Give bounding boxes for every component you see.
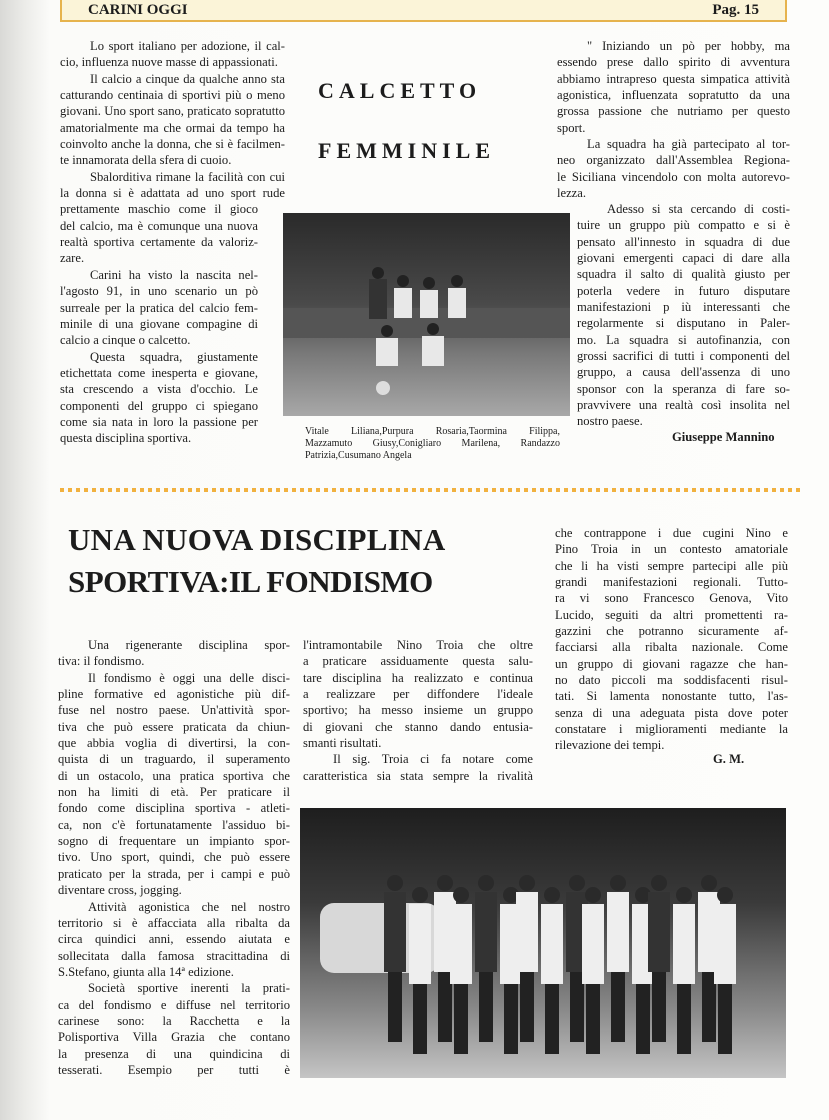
person-legs [504,984,518,1054]
text-line: La squadra ha già partecipato al tor- [587,137,790,152]
text-line: tuire un gruppo più compatto e si è [577,218,790,233]
text-line: no dato piccoli ma soddisfacenti risul- [555,673,788,688]
paragraph [58,980,290,1078]
person-body [450,904,472,984]
text-line: un gruppo di giovani ragazze che han- [555,656,788,671]
text-line: ca del fondismo e diffuse nel territorio [58,997,290,1012]
text-line: caratteristica sia stata sempre la rivalità [303,768,533,783]
text-line: zare. [60,251,85,266]
text-line: la donna si è adattata ad uno sport rude [60,186,285,201]
person-head [519,875,535,891]
person-body [475,892,497,972]
text-line: l'agosto 91, in uno scenario un pò [60,284,258,299]
person-head [437,875,453,891]
text-line: Società sportive inerenti la prati- [88,981,290,996]
paragraph [58,670,290,899]
text-line: prettamente maschio come il gioco [60,202,258,217]
text-line: " Iniziando un pò per hobby, ma [587,39,790,53]
article1-right-column [557,38,790,201]
text-line: nostro paese. [577,414,643,429]
text-line: Il fondismo è oggi una delle disci- [88,670,290,685]
text-line: cio, influenza nuove masse di appassionati. [60,55,278,70]
text-line: abbiamo intrapreso questa simpatica attività [557,71,790,86]
text-line: te innamorata della sfera di cuoio. [60,153,232,168]
paragraph [60,349,285,447]
person-body [582,904,604,984]
text-line: come sia nata in loro la passione per [60,414,258,429]
text-line: territorio si è affacciata alla ribalta da [58,915,290,930]
text-line: praticato per la strada, per i campi e può [58,866,290,881]
text-line: quista di un traguardo, il superamento [58,752,290,767]
text-line: poterla vedere in futuro disputare [577,283,790,298]
person-legs [702,972,716,1042]
paragraph [577,201,790,430]
article1-left-column [60,38,285,447]
person-legs [438,972,452,1042]
text-line: di un ostacolo, una pratica sportiva che [58,768,290,783]
person-head [585,887,601,903]
text-line: grossa passione che nutriamo per questo [557,104,790,119]
text-line: smanti risultati. [303,736,382,751]
caption-line: Vitale Liliana,Purpura Rosaria,Taormina Filippa, [305,426,560,437]
person-legs [388,972,402,1042]
person-legs [718,984,732,1054]
group-photo-figures [300,808,786,1078]
text-line: neo organizzato dall'Assemblea Regiona- [557,153,790,168]
article1-right-column-narrow [577,201,790,430]
person-body [516,892,538,972]
person-legs [652,972,666,1042]
text-line: constatare i miglioramenti mediante la [555,722,788,737]
text-line: squadra il salto di qualità giusto per [577,267,790,282]
text-line: facciarsi alla ribalta nazionale. Come [555,640,788,655]
paragraph [60,38,285,71]
section-divider [60,488,800,492]
text-line: catturando centinaia di sportivi più o meno [60,88,285,103]
text-line: minile di una giovane compagine di [60,316,258,331]
person-body [384,892,406,972]
caption-line: Mazzamuto Giusy,Conigliaro Marilena, Randazzo [305,438,560,449]
person-head [717,887,733,903]
paragraph [555,525,788,754]
text-line: Pino Troia in un contesto amatoriale [555,542,788,557]
text-line: grossi sacrifici di tutti i componenti del [577,349,790,364]
paragraph [60,71,285,169]
text-line: coinvolto anche la donna, che si è facilmen- [60,137,285,152]
person-head [701,875,717,891]
text-line: le Siciliana vincendolo con molta autorevo- [557,169,790,184]
text-line: componenti del gruppo ci spiegano [60,398,258,413]
text-line: giovani. Uno sport sano, praticato sopratutto [60,104,285,119]
group-photo-fondismo [300,808,786,1078]
paragraph [303,637,533,751]
text-line: S.Stefano, giunta alla 14ª edizione. [58,964,234,979]
text-line: tesserati. Esempio per tutti è [58,1062,290,1077]
text-line: ca, non c'è fortunatamente l'assiduo bi- [58,817,290,832]
article1-title-line1: CALCETTO [318,78,482,103]
person-legs [570,972,584,1042]
text-line: Una rigenerante disciplina spor- [88,638,290,652]
person-legs [611,972,625,1042]
text-line: calcio a cinque o calcetto. [60,333,191,348]
person-legs [454,984,468,1054]
article2-middle-column [303,637,533,784]
text-line: circa quindici anni, essendo aiutata e [58,932,290,947]
publication-name: CARINI OGGI [88,2,188,18]
paragraph [557,136,790,201]
person-head [676,887,692,903]
text-line: pravvivere una realtà così insolita nel [577,398,790,413]
page-number: Pag. 15 [712,2,759,18]
article2-headline-line1: UNA NUOVA DISCIPLINA [68,522,446,557]
text-line: Carini ha visto la nascita nel- [90,267,258,282]
text-line: sollecitata dalla famosa stracittadina di [58,948,290,963]
text-line: Sbalorditiva rimane la facilità con cui [90,169,285,184]
paragraph [60,267,285,349]
text-line: Il sig. Troia ci fa notare come [333,752,533,767]
article2-right-column [555,525,788,754]
person-head [569,875,585,891]
person-body [607,892,629,972]
text-line: non ha limiti di età. Per praticare il [58,785,290,800]
person-body [409,904,431,984]
person-legs [636,984,650,1054]
text-line: carinese sono: la Racchetta e la [58,1013,290,1028]
text-line: sportivo; ha messo insieme un gruppo [303,703,533,718]
photo-caption [305,426,560,462]
text-line: giovani emergenti capaci di dare alla [577,251,790,266]
text-line: l'intramontabile Nino Troia che oltre [303,638,533,652]
person-legs [545,984,559,1054]
page-header [60,0,787,22]
text-line: sta crescendo a vista d'occhio. Le [60,382,258,397]
text-line: rilevazione dei tempi. [555,738,665,753]
text-line: realtà sportiva certamente da valoriz- [60,235,258,250]
person-head [544,887,560,903]
text-line: del calcio, ma è comunque una nuova [60,218,258,233]
person-body [714,904,736,984]
paragraph [58,637,290,670]
caption-line: Patrizia,Cusumano Angela [305,450,412,461]
text-line: tiva che può essere praticata da chiun- [58,719,290,734]
text-line: amatorialmente ma che ormai da tempo ha [60,120,285,135]
text-line: grandi manifestazioni regionali. Tutto- [555,575,788,590]
person-body [648,892,670,972]
text-line: Adesso si sta cercando di costi- [607,202,790,216]
text-line: di giovani che stanno dando entusia- [303,719,533,734]
text-line: Il calcio a cinque da qualche anno sta [90,71,285,86]
person-legs [586,984,600,1054]
paragraph [303,751,533,784]
text-line: sport. [557,120,586,135]
text-line: ra vi sono Francesco Genova, Vito [555,591,788,606]
person-head [412,887,428,903]
text-line: Attività agonistica che nel nostro [88,899,290,914]
person-legs [677,984,691,1054]
text-line: a realizzare per diffondere l'ideale [303,687,533,702]
text-line: fuse nel nostro paese. Un'attività spor- [58,703,290,718]
text-line: Questa squadra, giustamente [90,349,258,364]
text-line: tare disciplina ha realizzato e continua [303,670,533,685]
text-line: senza di una adeguata pista dove poter [555,705,788,720]
article2-headline-line2: SPORTIVA:IL FONDISMO [68,564,433,599]
article1-author: Giuseppe Mannino [672,430,775,444]
text-line: manifestazioni p iù interessanti che [577,300,790,315]
text-line: la presenza di una quindicina di [58,1046,290,1061]
person-body [673,904,695,984]
person-legs [520,972,534,1042]
text-line: sponsor con la speranza di fare so- [577,381,790,396]
text-line: pline formative ed agonistiche più dif- [58,687,290,702]
text-line: etichettata come inesperta e giovane, [60,365,258,380]
person-head [387,875,403,891]
text-line: gruppo, a causa dell'assenza di uno [577,365,790,380]
text-line: che contrappone i due cugini Nino e [555,526,788,540]
article2-left-column [58,637,290,1078]
text-line: Lo sport italiano per adozione, il cal- [90,39,285,53]
paragraph [60,169,285,267]
text-line: Lucido, seguiti da altri promettenti ra- [555,607,788,622]
text-line: tiva: il fondismo. [58,654,145,669]
person-legs [479,972,493,1042]
text-line: gazzini che potranno sicuramente af- [555,624,788,639]
text-line: fondo come disciplina sportiva - atleti- [58,801,290,816]
text-line: que abbia voglia di divertirsi, la con- [58,736,290,751]
text-line: surreale per la pratica del calcio fem- [60,300,258,315]
person-head [453,887,469,903]
text-line: Polisportiva Villa Grazia che contano [58,1030,290,1045]
text-line: che li ha visti sempre partecipi alle più [555,558,788,573]
text-line: agonistica, influenzata sopratutto da una [557,88,790,103]
team-photo-figures [283,213,570,416]
person-head [478,875,494,891]
text-line: mo. La squadra si autofinanzia, con [577,332,790,347]
paragraph [58,899,290,981]
text-line: tati. Si lamenta nonostante tutto, l'as- [555,689,788,704]
text-line: regolarmente si disputano in Paler- [577,316,790,331]
article1-title-line2: FEMMINILE [318,138,495,163]
person-legs [413,984,427,1054]
text-line: diventare cross, jogging. [58,883,182,898]
person-body [541,904,563,984]
text-line: tivo. Uno sport, quindi, che può essere [58,850,290,865]
text-line: essendo prese dallo spirito di avventura [557,55,790,70]
text-line: questa disciplina sportiva. [60,431,192,446]
text-line: lezza. [557,186,587,201]
paragraph [557,38,790,136]
person-head [610,875,626,891]
person-head [651,875,667,891]
text-line: a praticare assiduamente questa salu- [303,654,533,669]
team-photo-calcetto [283,213,570,416]
article2-author: G. M. [713,752,745,766]
text-line: pensato all'innesto in squadra di due [577,234,790,249]
text-line: sogno di frequentare un impianto spor- [58,834,290,849]
